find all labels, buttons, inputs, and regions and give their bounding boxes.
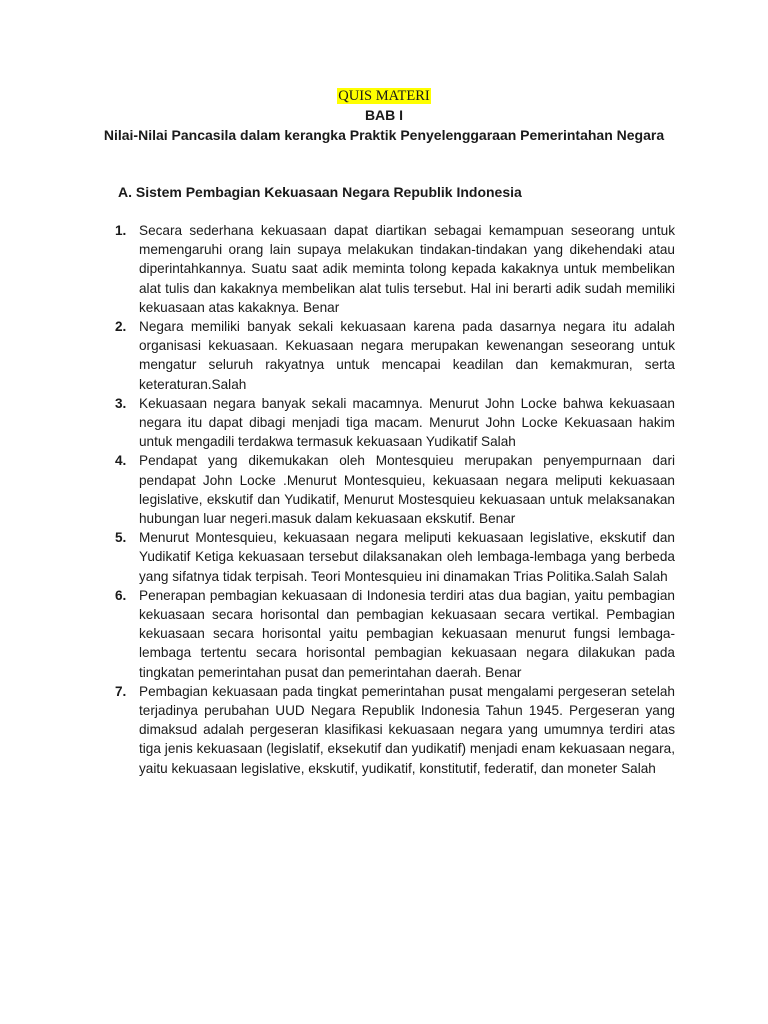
quiz-list — [115, 221, 675, 778]
quiz-item-6 — [115, 586, 675, 682]
quiz-item-number: 5. — [115, 530, 127, 546]
quiz-item-4 — [115, 451, 675, 528]
quiz-item-7 — [115, 682, 675, 778]
chapter-subtitle: Nilai-Nilai Pancasila dalam kerangka Praktik Penyelenggaraan Pemerintahan Negara — [103, 127, 665, 143]
quiz-item-number: 2. — [115, 319, 127, 335]
chapter-label: BAB I — [364, 107, 404, 123]
quiz-item-number: 6. — [115, 587, 127, 603]
quiz-item-text: Negara memiliki banyak sekali kekuasaan karena pada dasarnya negara itu adalah organisasi kekuasaan. Kekuasaan negara merupakan kewenangan seseorang untuk mengatur seluruh rakyatnya untuk mencapai keadilan dan kemakmuran, serta keteraturan.Salah — [139, 319, 675, 392]
quiz-item-text: Menurut Montesquieu, kekuasaan negara meliputi kekuasaan legislative, ekskutif dan Yudikatif Ketiga kekuasaan tersebut dilaksanakan oleh lembaga-lembaga yang berbeda yang sifatnya tidak terpisah. Teori Montesquieu ini dinamakan Trias Politika.Salah Salah — [139, 530, 675, 584]
quiz-item-2 — [115, 317, 675, 394]
quiz-item-text: Pendapat yang dikemukakan oleh Montesquieu merupakan penyempurnaan dari pendapat John Locke .Menurut Montesquieu, kekuasaan negara meliputi kekuasaan legislative, ekskutif dan Yudikatif, Menurut Mostesquieu kekuasaan untuk melaksanakan hubungan luar negeri.masuk dalam kekuasaan ekskutif. Benar — [139, 453, 675, 527]
quiz-item-number: 1. — [115, 223, 127, 238]
quiz-item-number: 4. — [115, 453, 127, 469]
quiz-item-5 — [115, 528, 675, 586]
quiz-item-text: Pembagian kekuasaan pada tingkat pemerintahan pusat mengalami pergeseran setelah terjadinya perubahan UUD Negara Republik Indonesia Tahun 1945. Pergeseran yang dimaksud adalah pergeseran klasifikasi kekuasaan negara yang umumnya terdiri atas tiga jenis kekuasaan (legislatif, eksekutif dan yudikatif) menjadi enam kekuasaan negara, yaitu kekuasaan legislative, ekskutif, yudikatif, konstitutif, federatif, dan moneter Salah — [139, 683, 675, 776]
quiz-item-number: 7. — [115, 683, 127, 699]
quiz-item-text: Secara sederhana kekuasaan dapat diartikan sebagai kemampuan seseorang untuk memengaruhi orang lain supaya melakukan tindakan-tindakan yang dikehendaki atau diperintahkannya. Suatu saat adik meminta tolong kepada kakaknya untuk membelikan alat tulis dan kakaknya membelikan alat tulis tersebut. Hal ini berarti adik sudah memiliki kekuasaan atas kakaknya. Benar — [139, 223, 675, 315]
quiz-item-text: Penerapan pembagian kekuasaan di Indonesia terdiri atas dua bagian, yaitu pembagian kekuasaan secara horisontal dan pembagian kekuasaan secara vertikal. Pembagian kekuasaan secara horisontal yaitu pembagian kekuasaan menurut fungsi lembaga-lembaga tertentu secara horisontal pembagian kekuasaan negara dilakukan pada tingkatan pemerintahan pusat dan pemerintahan daerah. Benar — [139, 587, 675, 680]
quis-title — [0, 87, 768, 105]
quiz-item-1 — [115, 221, 675, 317]
section-heading: A. Sistem Pembagian Kekuasaan Negara Republik Indonesia — [118, 184, 522, 200]
quiz-item-text: Kekuasaan negara banyak sekali macamnya. Menurut John Locke bahwa kekuasaan negara itu dapat dibagi menjadi tiga macam. Menurut John Locke Kekuasaan hakim untuk mengadili terdakwa termasuk kekuasaan Yudikatif Salah — [139, 395, 675, 450]
quiz-item-3 — [115, 394, 675, 452]
quiz-item-number: 3. — [115, 395, 127, 411]
quis-title-highlight: QUIS MATERI — [338, 88, 430, 104]
